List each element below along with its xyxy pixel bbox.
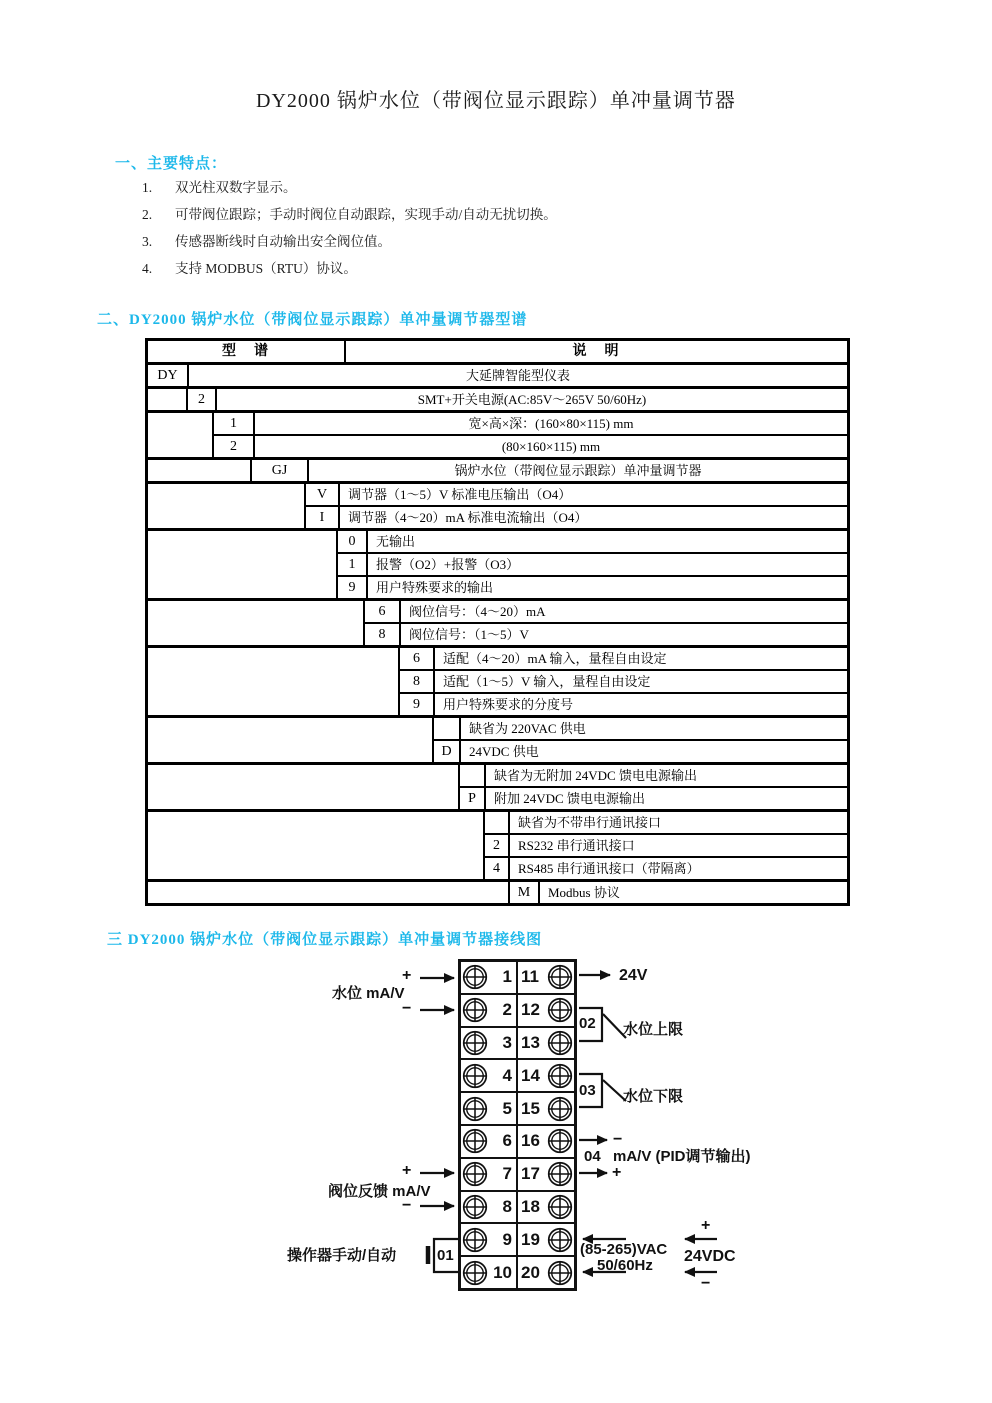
table-rows [188,389,847,410]
model-code-cell: 8 [365,624,401,645]
terminal-number: 15 [521,1098,540,1118]
model-desc-cell: 适配（1～5）V 输入，量程自由设定 [443,674,651,689]
table-blank-cell [148,718,434,762]
table-row [306,484,847,505]
model-desc-cell: Modbus 协议 [548,885,620,900]
table-row [252,460,847,481]
table-group [148,341,847,362]
feature-text: 可带阀位跟踪；手动时阀位自动跟踪，实现手动/自动无扰切换。 [175,207,557,222]
ac-supply-line2: 50/60Hz [597,1257,653,1274]
model-code-cell: P [460,788,486,809]
pid-minus-sign: − [613,1131,623,1148]
terminal-number: 8 [502,1196,512,1216]
model-desc-cell: 报警（O2）+报警（O3） [376,557,520,572]
model-code-cell [460,765,486,786]
table-group [148,715,847,762]
table-row [485,856,847,879]
valve-plus-sign: + [402,1162,412,1179]
model-code-cell: 2 [214,436,255,457]
terminal-number: 4 [502,1065,512,1085]
table-row [148,341,847,362]
water-minus-sign: − [402,1000,412,1017]
model-code-cell: 9 [400,694,435,715]
features-list [142,178,842,286]
water-plus-sign: + [402,967,412,984]
table-row [400,648,847,669]
table-row [338,575,847,598]
terminal-number: 7 [502,1164,512,1184]
model-code-cell: 4 [485,858,510,879]
table-group [148,362,847,386]
terminal-number: 14 [521,1065,540,1085]
model-spectrum-table [145,338,850,906]
model-desc-cell: RS232 串行通讯接口 [518,838,635,853]
feature-item [142,205,842,232]
model-code-cell: 2 [188,389,217,410]
table-row [460,765,847,786]
feature-number: 4. [142,261,153,276]
terminal-number: 1 [502,967,512,987]
terminal-number: 10 [493,1262,512,1282]
model-desc-cell: 缺省为不带串行通讯接口 [518,815,662,830]
model-desc-cell: 适配（4～20）mA 输入，量程自由设定 [443,651,667,666]
table-row [460,786,847,809]
table-row [485,812,847,833]
model-desc-cell: (80×160×115) mm [501,439,601,454]
pid-plus-sign: + [612,1164,622,1181]
table-group [148,457,847,481]
table-row [400,669,847,692]
table-rows [485,812,847,879]
feature-number: 1. [142,180,153,195]
feature-item [142,232,842,259]
table-rows [510,882,847,903]
model-desc-cell: 附加 24VDC 馈电电源输出 [494,791,645,806]
model-desc-cell: 宽×高×深：(160×80×115) mm [468,416,634,431]
dc-plus-sign: + [701,1217,711,1234]
operator-tag: 01 [437,1247,454,1264]
model-code-cell: 1 [214,413,255,434]
model-code-cell: 型 谱 [148,341,346,362]
terminal-number: 9 [502,1229,512,1249]
terminal-number: 3 [502,1032,512,1052]
table-group [148,410,847,457]
table-rows [338,531,847,598]
table-rows [252,460,847,481]
feature-item [142,259,842,286]
terminal-number: 13 [521,1032,540,1052]
table-group [148,762,847,809]
water-level-label: 水位 mA/V [332,985,405,1002]
table-group [148,386,847,410]
table-row [365,622,847,645]
feature-text: 传感器断线时自动输出安全阀位值。 [175,234,391,249]
terminal-number: 18 [521,1196,540,1216]
table-row [510,882,847,903]
table-row [434,739,847,762]
model-desc-cell: 大延牌智能型仪表 [465,368,570,383]
dc-minus-sign: − [701,1275,711,1292]
feature-number: 2. [142,207,153,222]
model-desc-cell: 调节器（1～5）V 标准电压输出（O4） [348,487,572,502]
table-blank-cell [148,812,485,879]
section1-heading: 一、主要特点： [115,156,228,172]
table-row [400,692,847,715]
table-blank-cell [148,484,306,528]
model-code-cell: 2 [485,835,510,856]
model-desc-cell: 调节器（4～20）mA 标准电流输出（O4） [348,510,588,525]
model-desc-cell: 阀位信号：（4～20）mA [409,604,546,619]
model-code-cell: V [306,484,340,505]
table-blank-cell [148,413,214,457]
table-group [148,809,847,879]
table-row [148,365,847,386]
model-code-cell: 9 [338,577,368,598]
model-code-cell: DY [148,365,189,386]
document-title: DY2000 锅炉水位（带阀位显示跟踪）单冲量调节器 [256,90,736,112]
table-row [434,718,847,739]
model-desc-cell: 用户特殊要求的输出 [376,580,494,595]
table-row [365,601,847,622]
table-blank-cell [148,648,400,715]
model-code-cell [485,812,510,833]
table-rows [434,718,847,762]
terminal-number: 2 [502,1000,512,1020]
model-code-cell [434,718,461,739]
model-desc-cell: 锅炉水位（带阀位显示跟踪）单冲量调节器 [454,463,702,478]
feature-text: 支持 MODBUS（RTU）协议。 [175,261,357,276]
v24-label: 24V [619,967,648,984]
model-code-cell: M [510,882,540,903]
table-blank-cell [148,765,460,809]
table-rows [148,365,847,386]
lower-label: 水位下限 [623,1088,684,1105]
terminal-number: 16 [521,1131,540,1151]
section2-heading: 二、DY2000 锅炉水位（带阀位显示跟踪）单冲量调节器型谱 [97,312,528,328]
table-rows [460,765,847,809]
table-group [148,598,847,645]
model-desc-cell: RS485 串行通讯接口（带隔离） [518,861,700,876]
model-desc-cell: 24VDC 供电 [469,744,539,759]
model-code-cell: 6 [365,601,401,622]
model-desc-cell: 缺省为 220VAC 供电 [469,721,586,736]
valve-feedback-label: 阀位反馈 mA/V [328,1183,431,1200]
table-row [338,531,847,552]
model-desc-cell: 阀位信号：（1～5）V [409,627,529,642]
upper-label: 水位上限 [623,1021,684,1038]
model-code-cell: 0 [338,531,368,552]
table-blank-cell [148,882,510,903]
feature-number: 3. [142,234,153,249]
terminal-number: 17 [521,1164,540,1184]
lower-tag: 03 [579,1082,596,1099]
table-row [188,389,847,410]
terminal-number: 11 [521,967,539,987]
section3-heading: 三 DY2000 锅炉水位（带阀位显示跟踪）单冲量调节器接线图 [107,932,543,948]
model-code-cell: D [434,741,461,762]
model-code-cell: 1 [338,554,368,575]
terminal-number: 20 [521,1262,540,1282]
table-rows [214,413,847,457]
model-desc-cell: 用户特殊要求的分度号 [443,697,574,712]
model-desc-cell: 无输出 [376,534,416,549]
dc-label: 24VDC [684,1248,736,1265]
table-blank-cell [148,460,252,481]
table-rows [148,341,847,362]
table-row [214,413,847,434]
feature-text: 双光柱双数字显示。 [175,180,297,195]
table-blank-cell [148,531,338,598]
terminal-number: 5 [502,1098,512,1118]
table-rows [400,648,847,715]
model-desc-cell: 说 明 [572,344,621,359]
feature-item [142,178,842,205]
table-group [148,879,847,903]
upper-tag: 02 [579,1015,596,1032]
model-desc-cell: SMT+开关电源(AC:85V～265V 50/60Hz) [417,392,647,407]
ac-supply-line1: (85-265)VAC [580,1241,668,1258]
table-row [306,505,847,528]
table-row [338,552,847,575]
model-desc-cell: 缺省为无附加 24VDC 馈电电源输出 [494,768,697,783]
table-row [485,833,847,856]
table-blank-cell [148,389,188,410]
table-rows [306,484,847,528]
valve-minus-sign: − [402,1197,412,1214]
terminal-number: 6 [502,1131,512,1151]
table-group [148,481,847,528]
terminal-number: 19 [521,1229,540,1249]
model-code-cell: 6 [400,648,435,669]
terminal-number: 12 [521,1000,540,1020]
pid-label: mA/V (PID调节输出) [613,1148,751,1165]
model-code-cell: I [306,507,340,528]
table-group [148,528,847,598]
table-rows [365,601,847,645]
pid-tag: 04 [584,1148,601,1165]
model-code-cell: GJ [252,460,309,481]
table-group [148,645,847,715]
operator-label: 操作器手动/自动 [287,1247,397,1264]
table-blank-cell [148,601,365,645]
table-row [214,434,847,457]
model-code-cell: 8 [400,671,435,692]
